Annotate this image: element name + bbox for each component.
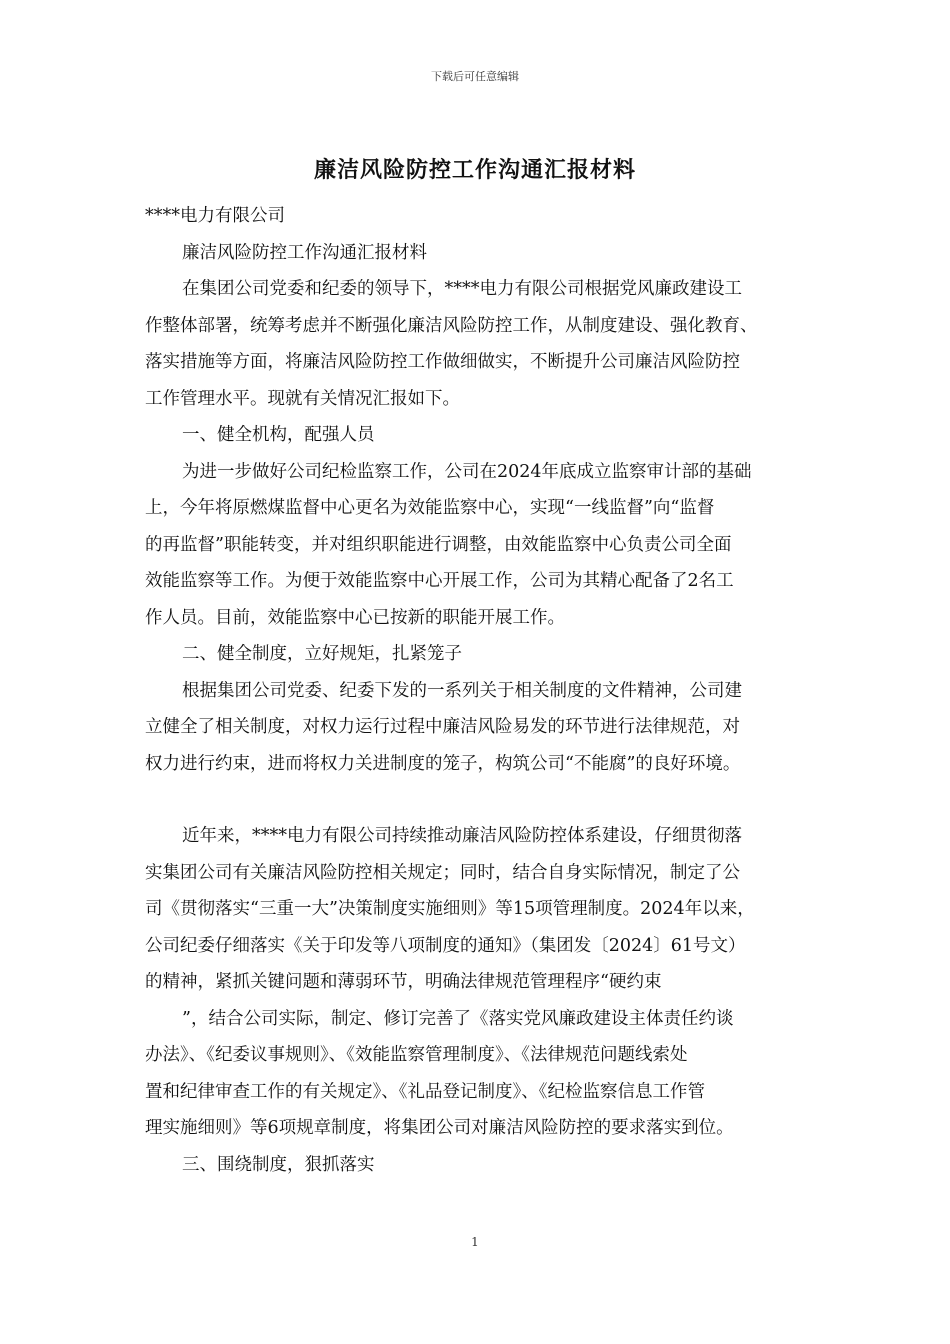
report-subtitle: 廉洁风险防控工作沟通汇报材料 bbox=[182, 242, 427, 263]
paragraph-line: 作人员。目前，效能监察中心已按新的职能开展工作。 bbox=[145, 607, 565, 628]
paragraph-line: 上，今年将原燃煤监督中心更名为效能监察中心，实现“一线监督”向“监督 bbox=[145, 498, 715, 518]
paragraph-line: 作整体部署，统筹考虑并不断强化廉洁风险防控工作，从制度建设、强化教育、 bbox=[145, 315, 758, 336]
paragraph-line: 办法》、《纪委议事规则》、《效能监察管理制度》、《法律规范问题线索处 bbox=[145, 1045, 688, 1065]
blank-line bbox=[145, 782, 810, 818]
section-heading: 二、健全制度，立好规矩，扎紧笼子 bbox=[182, 644, 462, 664]
paragraph-line: 的再监督”职能转变，并对组织职能进行调整，由效能监察中心负责公司全面 bbox=[145, 534, 732, 555]
paragraph-line: 落实措施等方面，将廉洁风险防控工作做细做实，不断提升公司廉洁风险防控 bbox=[145, 352, 740, 372]
section-heading: 三、围绕制度，狠抓落实 bbox=[182, 1154, 375, 1175]
paragraph-line: 理实施细则》等6项规章制度，将集团公司对廉洁风险防控的要求落实到位。 bbox=[145, 1118, 734, 1138]
paragraph-line: 立健全了相关制度，对权力运行过程中廉洁风险易发的环节进行法律规范，对 bbox=[145, 717, 740, 737]
paragraph-line: ”，结合公司实际，制定、修订完善了《落实党风廉政建设主体责任约谈 bbox=[182, 1008, 734, 1029]
paragraph-line: 效能监察等工作。为便于效能监察中心开展工作，公司为其精心配备了2名工 bbox=[145, 571, 734, 591]
paragraph-line: 在集团公司党委和纪委的领导下，****电力有限公司根据党风廉政建设工 bbox=[182, 279, 742, 299]
document-body bbox=[145, 198, 810, 1183]
header-note: 下载后可任意编辑 bbox=[431, 70, 519, 83]
paragraph-line: 公司纪委仔细落实《关于印发等八项制度的通知》（集团发〔2024〕61号文） bbox=[145, 935, 746, 956]
paragraph-line: 置和纪律审查工作的有关规定》、《礼品登记制度》、《纪检监察信息工作管 bbox=[145, 1081, 705, 1102]
document-title: 廉洁风险防控工作沟通汇报材料 bbox=[313, 157, 636, 183]
paragraph-line: 实集团公司有关廉洁风险防控相关规定；同时，结合自身实际情况，制定了公 bbox=[145, 862, 740, 883]
paragraph-line: 的精神，紧抓关键问题和薄弱环节，明确法律规范管理程序“硬约束 bbox=[145, 972, 662, 992]
company-name: ****电力有限公司 bbox=[145, 206, 285, 226]
section-heading: 一、健全机构，配强人员 bbox=[182, 425, 375, 445]
paragraph-line: 为进一步做好公司纪检监察工作，公司在2024年底成立监察审计部的基础 bbox=[182, 461, 752, 482]
paragraph-line: 近年来，****电力有限公司持续推动廉洁风险防控体系建设，仔细贯彻落 bbox=[182, 826, 742, 846]
paragraph-line: 根据集团公司党委、纪委下发的一系列关于相关制度的文件精神，公司建 bbox=[182, 680, 742, 701]
paragraph-line: 权力进行约束，进而将权力关进制度的笼子，构筑公司“不能腐”的良好环境。 bbox=[145, 753, 741, 774]
paragraph-line: 工作管理水平。现就有关情况汇报如下。 bbox=[145, 388, 460, 409]
page-number: 1 bbox=[471, 1235, 479, 1249]
paragraph-line: 司《贯彻落实“三重一大”决策制度实施细则》等15项管理制度。2024年以来， bbox=[145, 899, 755, 919]
